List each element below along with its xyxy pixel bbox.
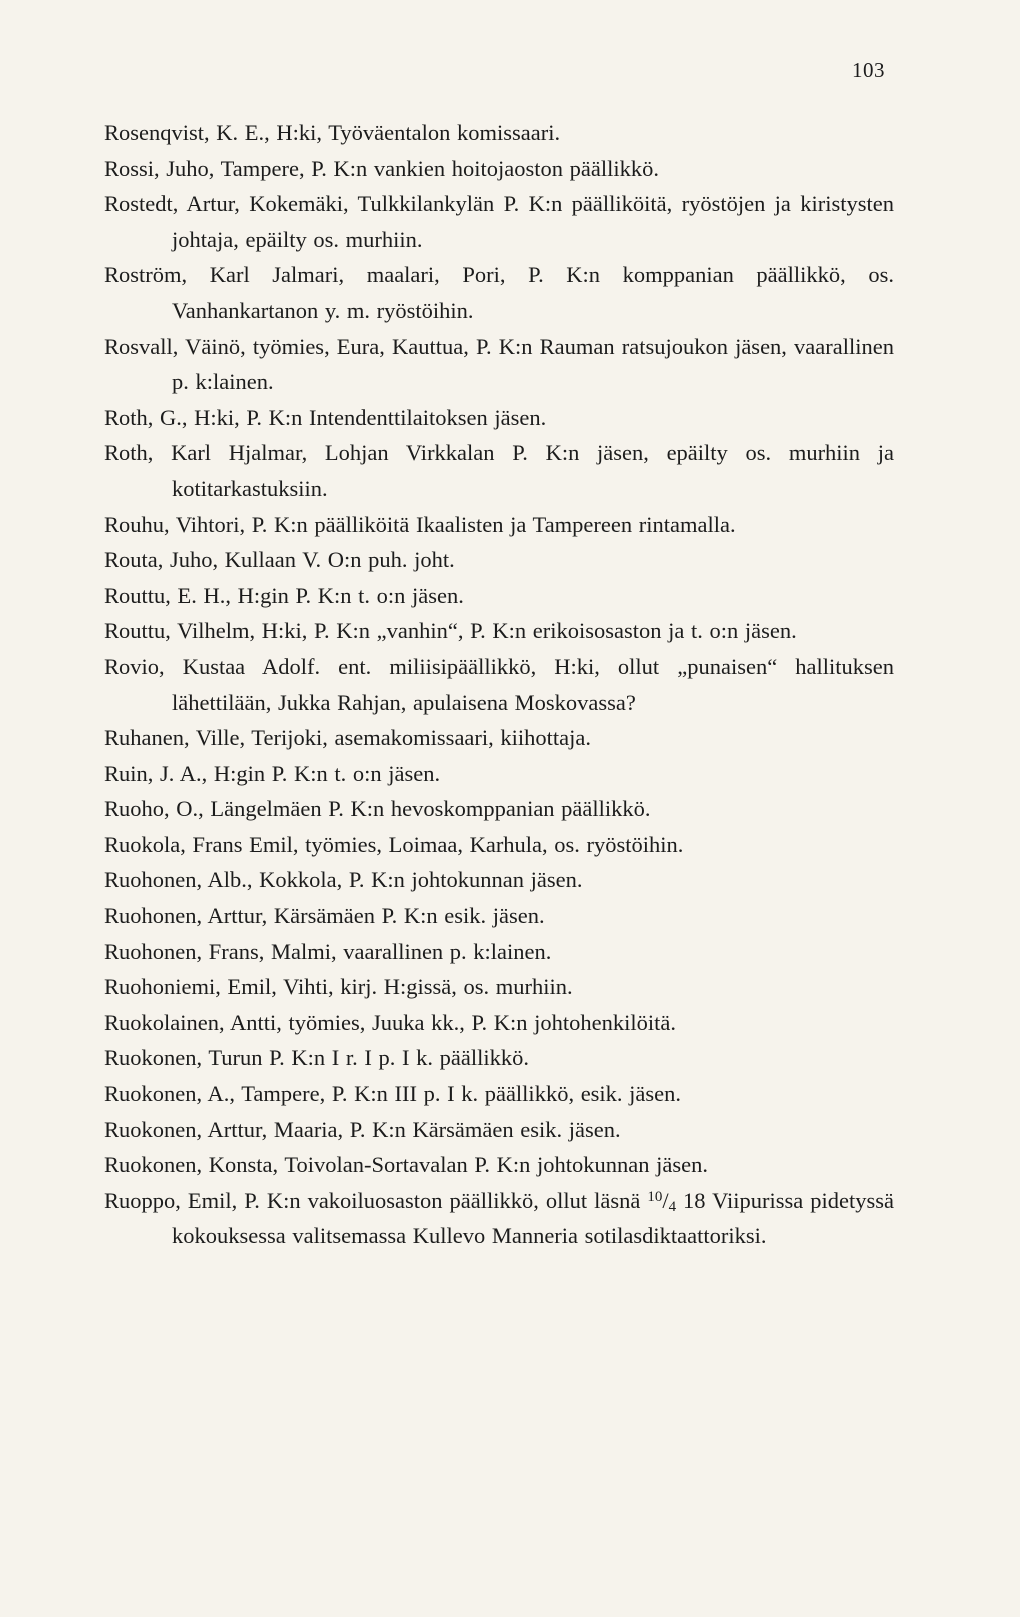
register-entries [104, 115, 894, 1254]
register-entry: Ruokonen, A., Tampere, P. K:n III p. I k. päällikkö, esik. jäsen. [104, 1081, 682, 1107]
last-entry-text-before: Ruoppo, Emil, P. K:n vakoiluosaston päällikkö, ollut läsnä [104, 1187, 648, 1213]
register-entry: Ruokolainen, Antti, työmies, Juuka kk., P. K:n johtohenkilöitä. [104, 1009, 676, 1035]
date-denominator: 4 [668, 1198, 677, 1215]
register-entry: Rosvall, Väinö, työmies, Eura, Kauttua, P. K:n Rauman ratsujoukon jäsen, vaarallinen p. k:lainen. [104, 333, 894, 395]
register-entry: Routtu, Vilhelm, H:ki, P. K:n „vanhin“, P. K:n erikoisosaston ja t. o:n jäsen. [104, 618, 797, 644]
register-entry: Ruhanen, Ville, Terijoki, asemakomissaari, kiihottaja. [104, 725, 592, 751]
last-entry-text-after: 18 Viipurissa pidetyssä kokouksessa valitsemassa Kullevo Manneria sotilasdiktaattoriksi. [172, 1187, 894, 1249]
register-entry: Roth, Karl Hjalmar, Lohjan Virkkalan P. K:n jäsen, epäilty os. murhiin ja kotitarkastuksiin. [104, 440, 894, 501]
register-entry: Ruohoniemi, Emil, Vihti, kirj. H:gissä, os. murhiin. [104, 974, 573, 1000]
register-entry: Rostedt, Artur, Kokemäki, Tulkkilankylän P. K:n päälliköitä, ryöstöjen ja kiristysten johtaja, epäilty os. murhiin. [104, 191, 894, 252]
register-entry: Rosenqvist, K. E., H:ki, Työväentalon komissaari. [104, 120, 561, 145]
register-entry: Routtu, E. H., H:gin P. K:n t. o:n jäsen. [104, 582, 464, 608]
register-entry: Ruokonen, Turun P. K:n I r. I p. I k. päällikkö. [104, 1045, 530, 1071]
register-entry: Ruohonen, Arttur, Kärsämäen P. K:n esik. jäsen. [104, 903, 545, 929]
register-entry: Rossi, Juho, Tampere, P. K:n vankien hoitojaoston päällikkö. [104, 155, 659, 181]
register-entry-last [104, 1183, 894, 1254]
register-entry: Ruohonen, Alb., Kokkola, P. K:n johtokunnan jäsen. [104, 867, 583, 893]
register-entry: Ruin, J. A., H:gin P. K:n t. o:n jäsen. [104, 760, 441, 786]
page-number: 103 [852, 58, 885, 82]
register-entry: Ruokola, Frans Emil, työmies, Loimaa, Karhula, os. ryöstöihin. [104, 831, 684, 857]
register-entry: Ruokonen, Arttur, Maaria, P. K:n Kärsämäen esik. jäsen. [104, 1116, 621, 1142]
register-entry: Ruokonen, Konsta, Toivolan-Sortavalan P. K:n johtokunnan jäsen. [104, 1152, 708, 1178]
date-separator: / [662, 1187, 669, 1213]
register-entry: Ruohonen, Frans, Malmi, vaarallinen p. k:lainen. [104, 938, 552, 964]
register-entry: Routa, Juho, Kullaan V. O:n puh. joht. [104, 547, 455, 573]
register-entry: Rouhu, Vihtori, P. K:n päälliköitä Ikaalisten ja Tampereen rintamalla. [104, 511, 736, 537]
register-entry: Rovio, Kustaa Adolf. ent. miliisipäällikkö, H:ki, ollut „punaisen“ hallituksen lähettilään, Jukka Rahjan, apulaisena Moskovassa? [104, 653, 894, 715]
register-entry: Roth, G., H:ki, P. K:n Intendenttilaitoksen jäsen. [104, 404, 547, 430]
register-entry: Roström, Karl Jalmari, maalari, Pori, P. K:n komppanian päällikkö, os. Vanhankartanon y. m. ryöstöihin. [104, 262, 894, 323]
date-numerator: 10 [647, 1188, 663, 1205]
register-entry: Ruoho, O., Längelmäen P. K:n hevoskomppanian päällikkö. [104, 796, 651, 822]
